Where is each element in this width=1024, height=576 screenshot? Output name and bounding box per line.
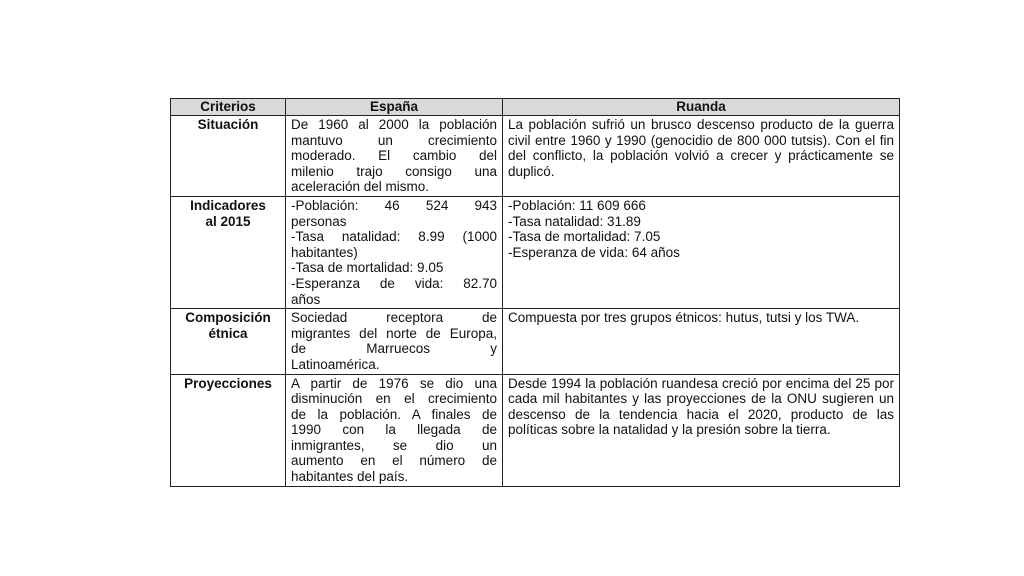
espana-indicadores-line: personas — [291, 213, 347, 229]
ruanda-situacion: La población sufrió un brusco descenso producto de la guerra civil entre 1960 y 1990 (genocidio de 800 000 tutsis). Con el fin del conflicto, la población volvió a crecer y prácticamente se duplicó. — [503, 116, 900, 197]
criterio-indicadores — [171, 196, 286, 308]
espana-indicadores-line: -Tasa natalidad: 8.99 (1000 — [291, 229, 497, 245]
ruanda-indicadores-line: -Esperanza de vida: 64 años — [508, 244, 680, 260]
espana-proyecciones-line: habitantes del país. — [291, 469, 409, 485]
criterio-indicadores-line: al 2015 — [205, 213, 251, 229]
espana-composicion — [286, 309, 503, 374]
espana-indicadores-line: -Esperanza de vida: 82.70 — [291, 275, 497, 291]
espana-situacion-line: aceleración del mismo. — [291, 179, 430, 195]
row-indicadores — [171, 196, 900, 308]
header-espana: España — [286, 99, 503, 116]
header-criterios: Criterios — [171, 99, 286, 116]
espana-composicion-line: de Marruecos y — [291, 341, 497, 357]
row-situacion — [171, 116, 900, 197]
espana-composicion-line: Sociedad receptora de — [291, 310, 497, 326]
espana-proyecciones-line: de la población. A finales de — [291, 406, 497, 422]
header-row — [171, 99, 900, 116]
ruanda-indicadores — [503, 196, 900, 308]
espana-situacion-line: De 1960 al 2000 la población — [291, 117, 497, 132]
criterio-indicadores-line: Indicadores — [190, 197, 266, 213]
header-ruanda: Ruanda — [503, 99, 900, 116]
ruanda-indicadores-line: -Población: 11 609 666 — [508, 197, 646, 213]
row-composicion — [171, 309, 900, 374]
ruanda-indicadores-line: -Tasa natalidad: 31.89 — [508, 213, 641, 229]
espana-situacion-line: milenio trajo consigo una — [291, 163, 497, 179]
espana-proyecciones — [286, 374, 503, 486]
criterio-composicion-line: Composición — [185, 310, 271, 326]
comparison-table — [170, 98, 900, 487]
espana-situacion — [286, 116, 503, 197]
espana-indicadores-line: -Población: 46 524 943 — [291, 197, 497, 213]
espana-proyecciones-line: disminución en el crecimiento — [291, 391, 497, 407]
espana-composicion-line: Latinoamérica. — [291, 356, 380, 372]
espana-situacion-line: moderado. El cambio del — [291, 148, 497, 164]
row-proyecciones — [171, 374, 900, 486]
espana-proyecciones-line: A partir de 1976 se dio una — [291, 375, 497, 391]
espana-indicadores-line: -Tasa de mortalidad: 9.05 — [291, 260, 444, 276]
criterio-proyecciones: Proyecciones — [171, 374, 286, 486]
criterio-composicion-line: étnica — [208, 325, 248, 341]
espana-proyecciones-line: 1990 con la llegada de — [291, 422, 497, 438]
espana-proyecciones-line: inmigrantes, se dio un — [291, 437, 497, 453]
espana-indicadores-line: años — [291, 291, 321, 307]
espana-situacion-line: mantuvo un crecimiento — [291, 132, 497, 148]
ruanda-composicion: Compuesta por tres grupos étnicos: hutus, tutsi y los TWA. — [503, 309, 900, 374]
espana-indicadores-line: habitantes) — [291, 244, 358, 260]
criterio-situacion: Situación — [171, 116, 286, 197]
espana-proyecciones-line: aumento en el número de — [291, 453, 497, 469]
espana-composicion-line: migrantes del norte de Europa, — [291, 325, 497, 341]
criterio-composicion — [171, 309, 286, 374]
espana-indicadores — [286, 196, 503, 308]
ruanda-indicadores-line: -Tasa de mortalidad: 7.05 — [508, 229, 661, 245]
ruanda-proyecciones: Desde 1994 la población ruandesa creció por encima del 25 por cada mil habitantes y las proyecciones de la ONU sugieren un descenso de la tendencia hacia el 2020, producto de las políticas sobre la natalidad y la presión sobre la tierra. — [503, 374, 900, 486]
